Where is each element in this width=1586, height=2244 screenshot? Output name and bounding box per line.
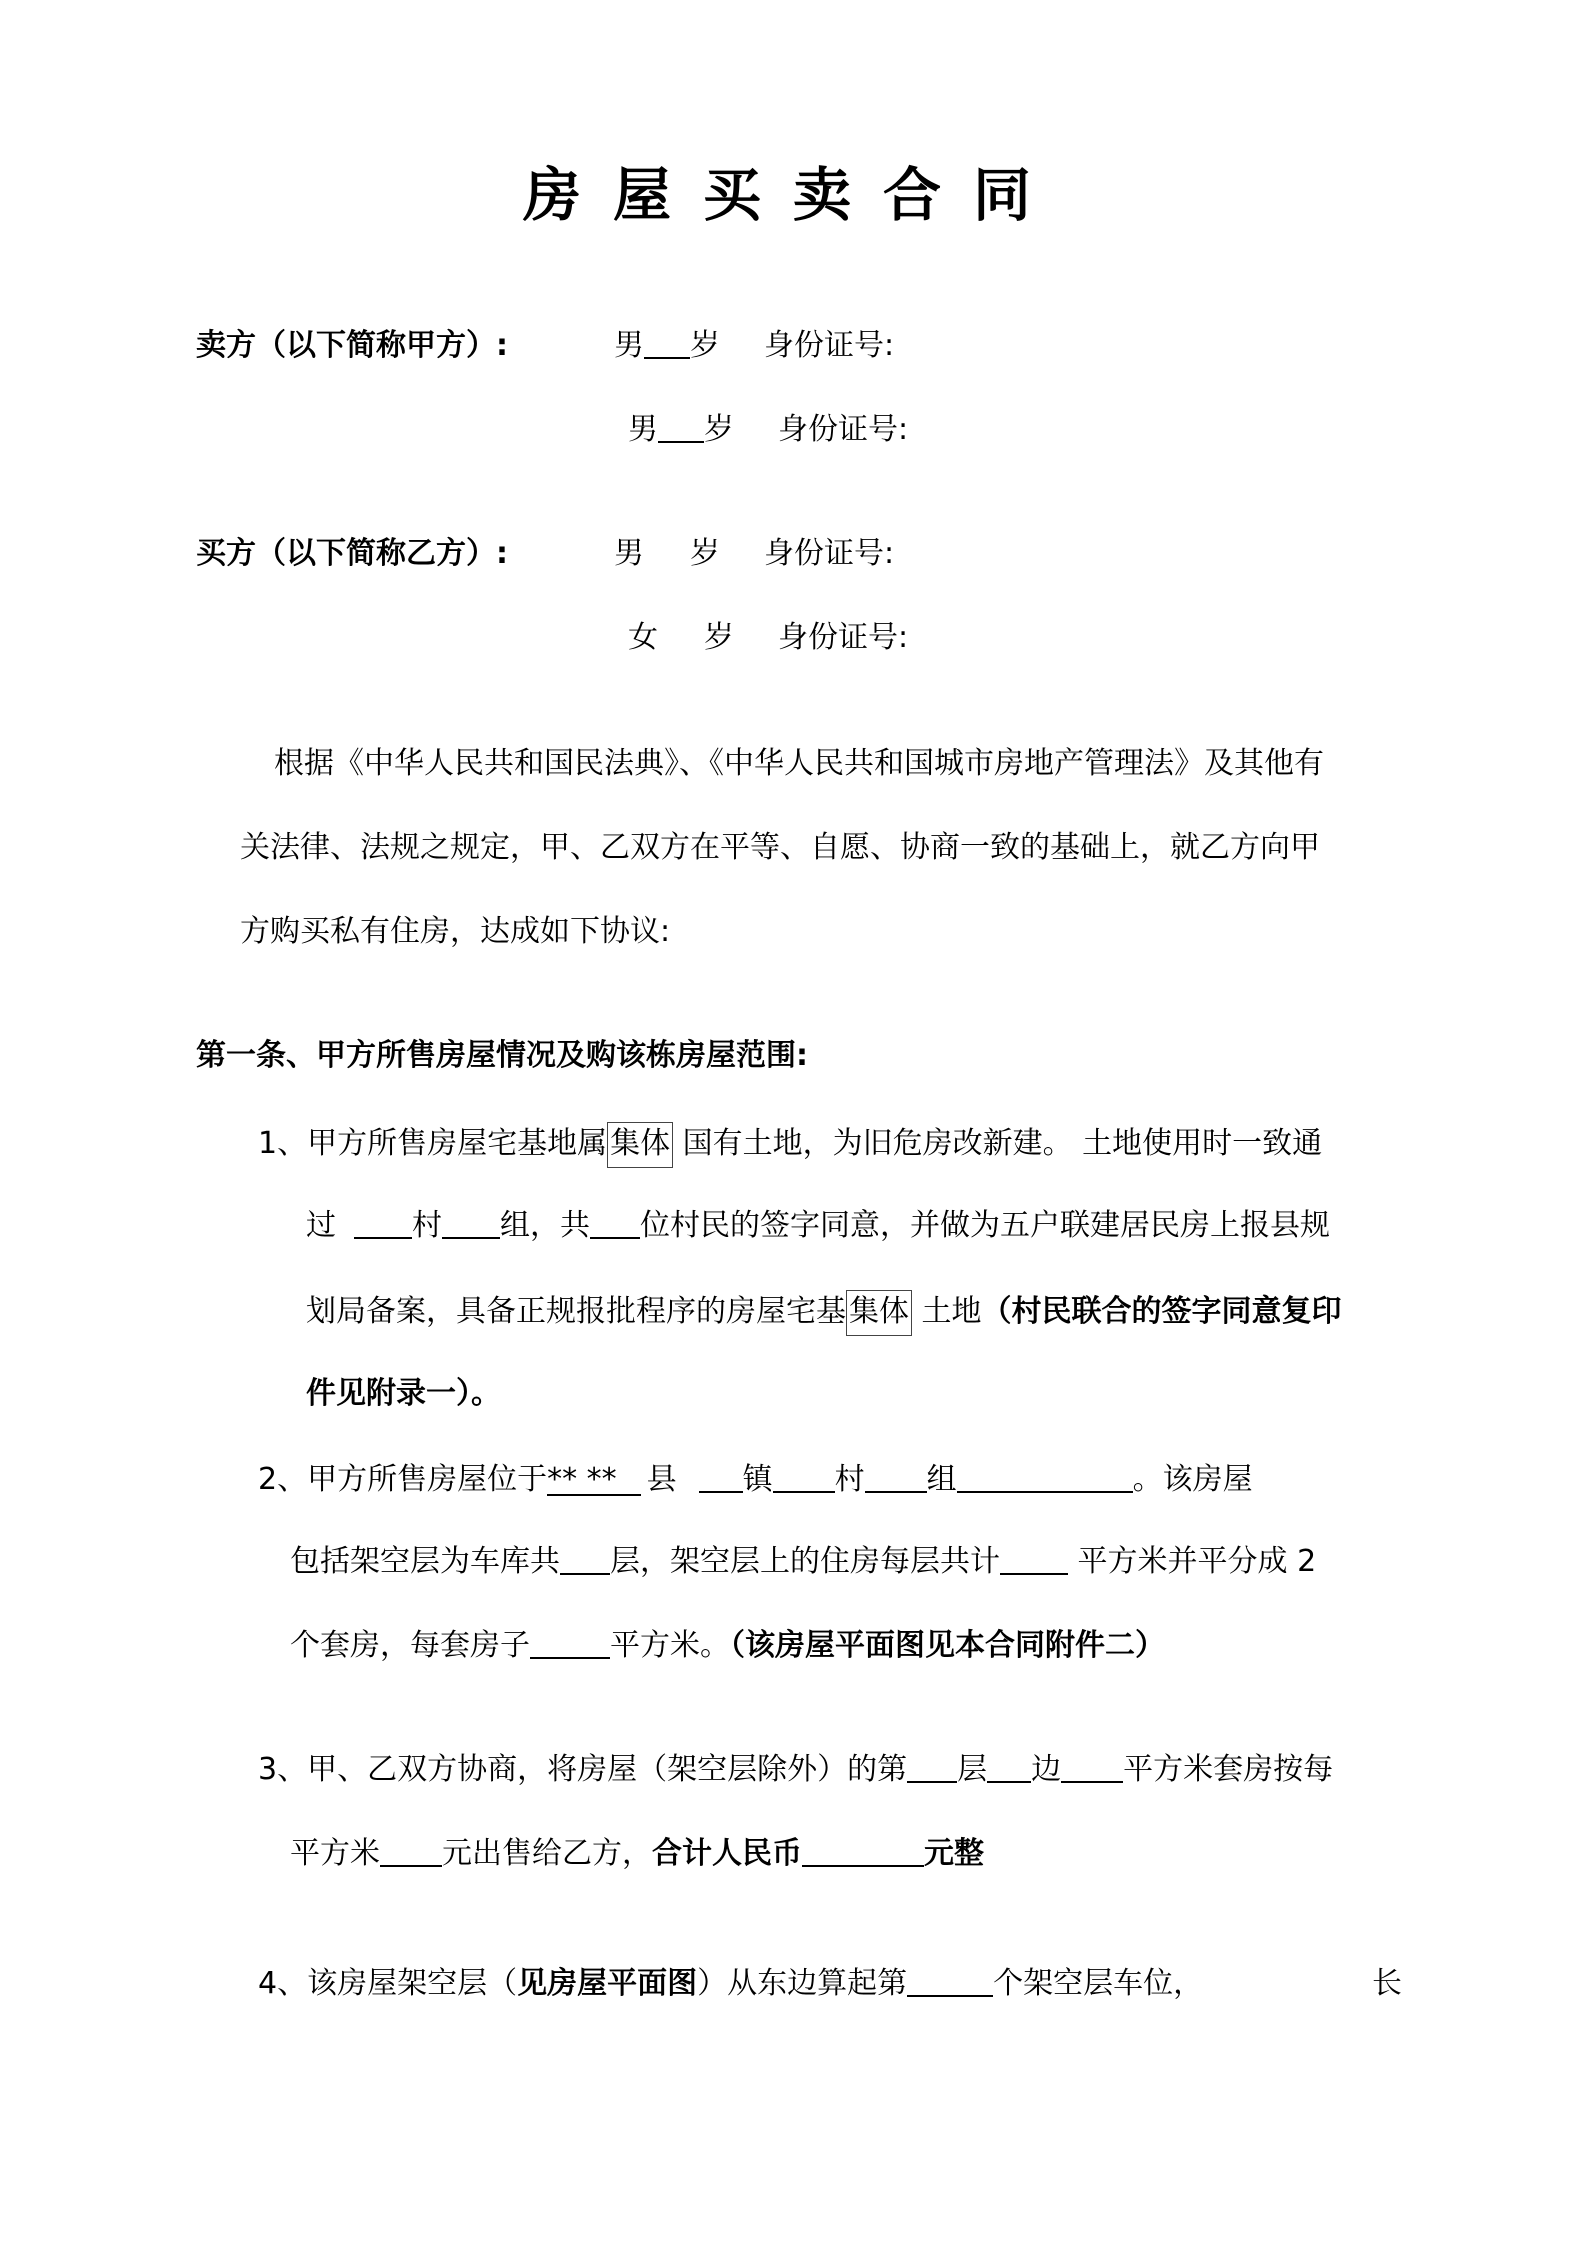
item-1-line-1 <box>258 1122 1322 1168</box>
side-blank <box>987 1751 1031 1783</box>
item-2-line-1 <box>258 1460 1253 1500</box>
item-2-text-d: 村 <box>834 1462 865 1497</box>
item-2-line-2 <box>290 1542 1316 1582</box>
item-3-line-1 <box>258 1750 1333 1790</box>
item-1-text-d: 村 <box>412 1208 442 1243</box>
item-4-line-1 <box>258 1964 1203 2004</box>
buyer-2-id-label: 身份证号: <box>778 620 909 655</box>
article-1-heading: 第一条、甲方所售房屋情况及购该栋房屋范围: <box>196 1038 808 1073</box>
floor-area-blank <box>1000 1543 1068 1575</box>
unit-size-blank <box>1061 1751 1123 1783</box>
boxed-collective-2: 集体 <box>846 1290 912 1336</box>
villager-count-blank <box>590 1207 640 1239</box>
item-3-text-a: 3、甲、乙双方协商，将房屋（架空层除外）的第 <box>258 1752 908 1787</box>
item-1-text-f: 位村民的签字同意，并做为五户联建居民房上报县规 <box>640 1208 1330 1243</box>
seller-2-gender: 男 <box>628 412 658 447</box>
item-2-text-l: （该房屋平面图见本合同附件二） <box>730 1628 1165 1663</box>
buyer-label: 买方（以下简称乙方）: <box>196 536 508 571</box>
item-1-text-g: 划局备案，具备正规报批程序的房屋宅基 <box>306 1294 846 1329</box>
item-2-text-g: 包括架空层为车库共 <box>290 1544 560 1579</box>
address-blank <box>957 1461 1133 1493</box>
county-stars: ** ** <box>547 1462 617 1497</box>
item-1-line-4: 件见附录一）。 <box>306 1376 501 1411</box>
seller-1-gender: 男 <box>614 328 644 363</box>
item-2-text-a: 2、甲方所售房屋位于 <box>258 1462 548 1497</box>
item-4-length-label: 长 <box>1372 1966 1402 2001</box>
item-1-line-3 <box>306 1290 1342 1336</box>
seller-1-id-label: 身份证号: <box>764 328 895 363</box>
buyer-1-gender: 男 <box>614 536 644 571</box>
parking-space-blank <box>907 1965 993 1997</box>
item-3-text-b: 层 <box>957 1752 988 1787</box>
item-2-text-k: 平方米。 <box>610 1628 730 1663</box>
item-4-text-c: ）从东边算起第 <box>697 1966 908 2001</box>
item-2-text-b: 县 <box>646 1462 677 1497</box>
intro-line-1: 根据《中华人民共和国民法典》、《中华人民共和国城市房地产管理法》及其他有 <box>274 746 1324 781</box>
item-3-line-2 <box>290 1834 984 1874</box>
group-2-blank <box>865 1461 927 1493</box>
item-2-text-h: 层，架空层上的住房每层共计 <box>610 1544 1000 1579</box>
buyer-2-age: 岁 <box>704 620 734 655</box>
county-blank <box>547 1462 641 1497</box>
floor-count-blank <box>560 1543 610 1575</box>
village-2-blank <box>773 1461 835 1493</box>
item-4-text-a: 4、该房屋架空层（ <box>258 1966 518 2001</box>
item-2-text-i: 平方米并平分成 2 <box>1068 1544 1317 1579</box>
seller-1-age-blank <box>644 327 690 359</box>
unit-area-blank <box>530 1627 610 1659</box>
seller-line-2 <box>628 410 908 450</box>
village-blank <box>354 1207 412 1239</box>
item-1-text-c: 过 <box>306 1208 336 1243</box>
item-3-text-c: 边 <box>1031 1752 1062 1787</box>
buyer-1-age: 岁 <box>690 536 720 571</box>
total-price-blank <box>802 1835 924 1867</box>
item-3-text-h: 元整 <box>924 1836 984 1871</box>
item-2-line-3 <box>290 1626 1165 1666</box>
item-2-text-f: 。该房屋 <box>1132 1462 1253 1497</box>
item-2-text-j: 个套房，每套房子 <box>290 1628 530 1663</box>
intro-line-2: 关法律、法规之规定，甲、乙双方在平等、自愿、协商一致的基础上，就乙方向甲 <box>240 830 1320 865</box>
town-blank <box>699 1461 743 1493</box>
buyer-line-1 <box>614 534 894 574</box>
document-title: 房屋买卖合同 <box>522 161 1063 229</box>
item-1-text-i: （村民联合的签字同意复印 <box>981 1294 1342 1329</box>
seller-line-1 <box>614 326 894 366</box>
seller-label: 卖方（以下简称甲方）: <box>196 328 508 363</box>
seller-1-age: 岁 <box>690 328 720 363</box>
seller-2-age: 岁 <box>704 412 734 447</box>
item-1-text-a: 1、甲方所售房屋宅基地属 <box>258 1126 608 1161</box>
intro-line-3: 方购买私有住房，达成如下协议: <box>240 914 671 949</box>
item-3-text-e: 平方米 <box>290 1836 380 1871</box>
buyer-1-id-label: 身份证号: <box>764 536 895 571</box>
item-3-text-d: 平方米套房按每 <box>1123 1752 1334 1787</box>
buyer-2-gender: 女 <box>628 620 658 655</box>
item-1-text-h: 土地 <box>912 1294 982 1329</box>
item-3-text-g: 合计人民币 <box>652 1836 802 1871</box>
floor-number-blank <box>907 1751 957 1783</box>
item-3-text-f: 元出售给乙方， <box>442 1836 652 1871</box>
item-2-text-c: 镇 <box>742 1462 773 1497</box>
item-1-text-e: 组，共 <box>500 1208 590 1243</box>
buyer-line-2 <box>628 618 908 658</box>
seller-2-id-label: 身份证号: <box>778 412 909 447</box>
boxed-collective-1: 集体 <box>607 1122 673 1168</box>
group-blank <box>442 1207 500 1239</box>
seller-2-age-blank <box>658 411 704 443</box>
item-1-line-2 <box>306 1206 1330 1246</box>
item-4-text-d: 个架空层车位， <box>993 1966 1204 2001</box>
price-per-sqm-blank <box>380 1835 442 1867</box>
item-1-text-b: 国有土地，为旧危房改新建。 土地使用时一致通 <box>673 1126 1323 1161</box>
item-2-text-e: 组 <box>926 1462 957 1497</box>
item-4-text-b: 见房屋平面图 <box>517 1966 698 2001</box>
